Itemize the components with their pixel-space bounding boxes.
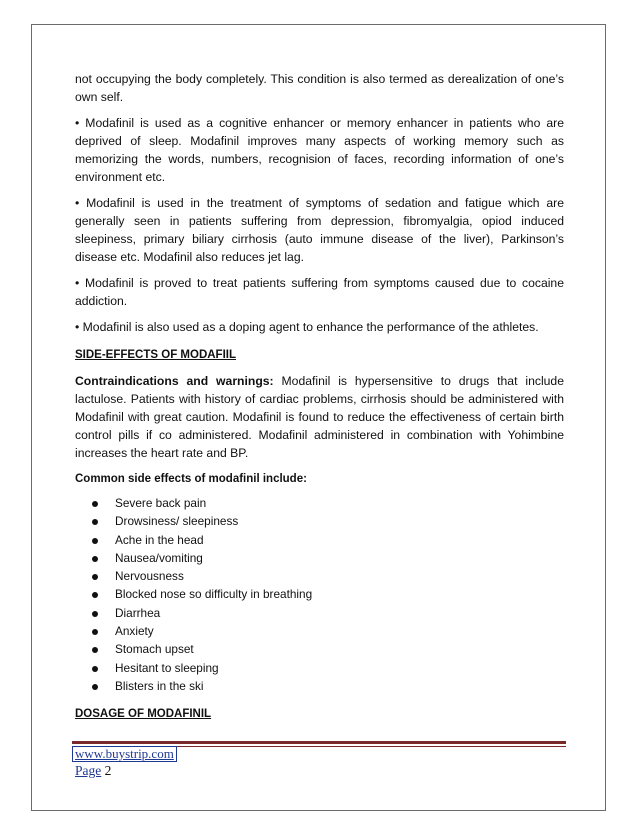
bullet-icon — [92, 556, 98, 562]
list-item: Drowsiness/ sleepiness — [75, 512, 564, 530]
document-body — [75, 70, 564, 731]
footer-rule — [72, 741, 566, 744]
page-number — [75, 763, 111, 779]
paragraph-derealization: not occupying the body completely. This condition is also termed as derealization of one’s own self. — [75, 72, 564, 104]
bullet-icon — [92, 684, 98, 690]
bullet-icon — [92, 501, 98, 507]
footer-website-link[interactable]: www.buystrip.com — [72, 746, 177, 762]
list-item: Ache in the head — [75, 531, 564, 549]
paragraph-doping-agent: • Modafinil is also used as a doping agent to enhance the performance of the athletes. — [75, 320, 539, 334]
common-side-effects-title: Common side effects of modafinil include: — [75, 473, 307, 485]
bullet-icon — [92, 647, 98, 653]
bullet-icon — [92, 666, 98, 672]
paragraph-sedation-fatigue: • Modafinil is used in the treatment of symptoms of sedation and fatigue which are generally seen in patients suffering from depression, fibromyalgia, opiod induced sleepiness, primary biliary cirrhosis (auto immune disease of the liver), Parkinson’s disease etc. Modafinil also reduces jet lag. — [75, 196, 564, 264]
side-effects-heading: SIDE-EFFECTS OF MODAFIIL — [75, 349, 236, 361]
dosage-heading: DOSAGE OF MODAFINIL — [75, 708, 212, 721]
list-item: Hesitant to sleeping — [75, 659, 564, 677]
list-item: Anxiety — [75, 622, 564, 640]
list-item: Nervousness — [75, 567, 564, 585]
contraindications-paragraph — [75, 372, 564, 462]
contraindications-text: Modafinil is hypersensitive to drugs that include lactulose. Patients with history of cardiac problems, cirrhosis should be administered with Modafinil with great caution. Modafinil is found to reduce the effectiveness of certain birth control pills if co administered. Modafinil administered in combination with Yohimbine increases the heart rate and BP. — [75, 374, 564, 460]
bullet-icon — [92, 519, 98, 525]
bullet-icon — [92, 611, 98, 617]
side-effects-list — [75, 494, 564, 695]
list-item: Stomach upset — [75, 640, 564, 658]
page-number-value: 2 — [104, 763, 112, 778]
page-label: Page — [75, 763, 102, 778]
paragraph-cocaine-addiction: • Modafinil is proved to treat patients suffering from symptoms caused due to cocaine addiction. — [75, 276, 564, 308]
bullet-icon — [92, 574, 98, 580]
list-item: Blocked nose so difficulty in breathing — [75, 585, 564, 603]
list-item: Severe back pain — [75, 494, 564, 512]
bullet-icon — [92, 538, 98, 544]
list-item: Blisters in the ski — [75, 677, 564, 695]
bullet-icon — [92, 592, 98, 598]
paragraph-cognitive-enhancer: • Modafinil is used as a cognitive enhancer or memory enhancer in patients who are deprived of sleep. Modafinil improves many aspects of working memory such as memorizing the words, numbers, recognision of faces, recording information of one’s environment etc. — [75, 116, 564, 184]
contraindications-label: Contraindications and warnings: — [75, 374, 274, 388]
bullet-icon — [92, 629, 98, 635]
list-item: Nausea/vomiting — [75, 549, 564, 567]
list-item: Diarrhea — [75, 604, 564, 622]
